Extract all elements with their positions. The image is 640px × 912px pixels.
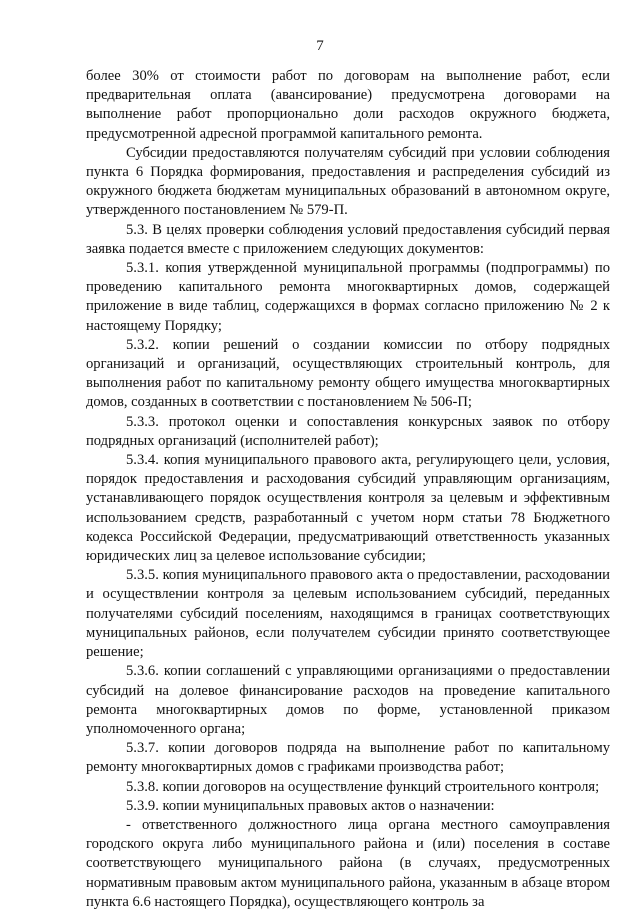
paragraph-5-3-6: 5.3.6. копии соглашений с управляющими организациями о предоставлении субсидий на долевое финансирование расходов на проведение капитального ремонта многоквартирных домов по форме, установленной приказом уполномоченного органа; — [86, 663, 610, 737]
paragraph-subsidy-conditions: Субсидии предоставляются получателям субсидий при условии соблюдения пункта 6 Порядка формирования, предоставления и распределения субсидий из окружного бюджета бюджетам муниципальных образований в автономном округе, утвержденного постановлением № 579-П. — [86, 144, 610, 219]
paragraph-continuation: более 30% от стоимости работ по договорам на выполнение работ, если предварительная оплата (авансирование) предусмотрена договорами на выполнение работ пропорционально доли расходов окружного бюджета, предусмотренной адресной программой капитального ремонта. — [86, 68, 610, 142]
document-body — [86, 67, 610, 912]
paragraph-5-3-3: 5.3.3. протокол оценки и сопоставления конкурсных заявок по отбору подрядных организаций (исполнителей работ); — [86, 413, 610, 449]
paragraph-5-3-7: 5.3.7. копии договоров подряда на выполнение работ по капитальному ремонту многоквартирных домов с графиками производства работ; — [86, 740, 610, 776]
paragraph-5-3: 5.3. В целях проверки соблюдения условий предоставления субсидий первая заявка подается вместе с приложением следующих документов: — [86, 221, 610, 257]
page-number: 7 — [316, 38, 324, 54]
paragraph-5-3-1: 5.3.1. копия утвержденной муниципальной программы (подпрограммы) по проведению капитального ремонта многоквартирных домов, содержащей приложение в виде таблиц, содержащихся в формах согласно приложению № 2 к настоящему Порядку; — [86, 260, 610, 334]
paragraph-5-3-8: 5.3.8. копии договоров на осуществление функций строительного контроля; — [126, 778, 600, 795]
paragraph-5-3-2: 5.3.2. копии решений о создании комиссии по отбору подрядных организаций и организаций, осуществляющих строительный контроль, для выполнения работ по капитальному ремонту общего имущества многоквартирных домов, созданных в соответствии с постановлением № 506-П; — [86, 336, 610, 411]
paragraph-responsible-official: - ответственного должностного лица органа местного самоуправления городского округа либо муниципального района и (или) поселения в составе соответствующего муниципального района (в случаях, предусмотренных нормативным правовым актом муниципального района, указанным в абзаце втором пункта 6.6 настоящего Порядка), осуществляющего контроль за — [86, 816, 610, 910]
paragraph-5-3-9: 5.3.9. копии муниципальных правовых актов о назначении: — [126, 797, 495, 814]
paragraph-5-3-5: 5.3.5. копия муниципального правового акта о предоставлении, расходовании и осуществлении контроля за целевым использованием субсидий, переданных получателями субсидий поселениям, находящимся в границах соответствующих муниципальных районов, если получателем субсидии принято соответствующее решение; — [86, 567, 610, 661]
paragraph-5-3-4: 5.3.4. копия муниципального правового акта, регулирующего цели, условия, порядок предоставления и расходования субсидий управляющим организациям, устанавливающего порядок осуществления контроля за целевым и эффективным использованием средств, разработанный с учетом норм статьи 78 Бюджетного кодекса Российской Федерации, предусматривающий ответственность указанных юридических лиц за целевое использование субсидии; — [86, 452, 610, 565]
